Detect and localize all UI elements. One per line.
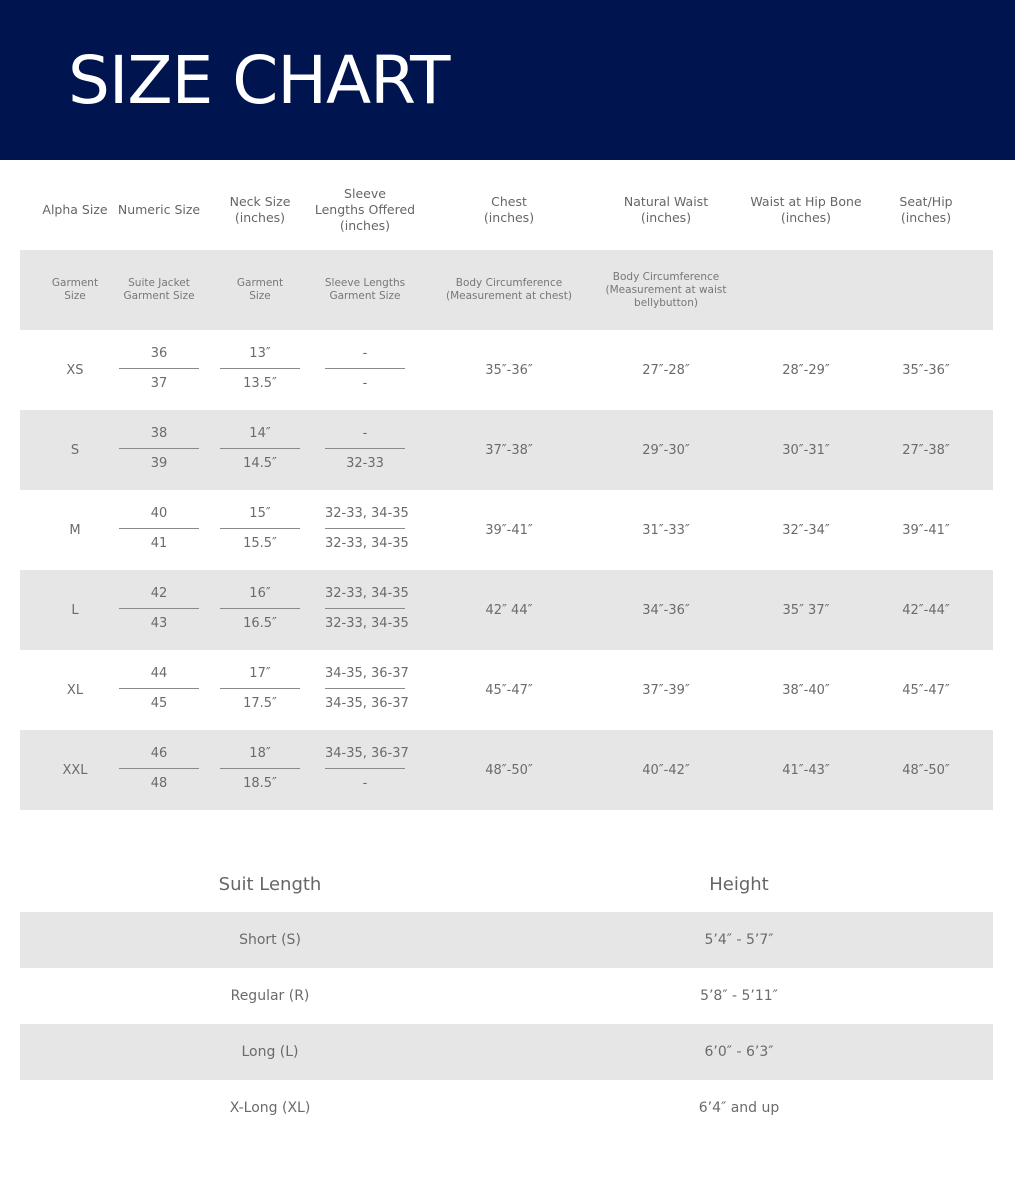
cell-chest: 45″-47″ [485, 682, 533, 698]
length-cell-height: 5’8″ - 5’11″ [700, 988, 778, 1004]
cell-value-bottom: 18.5″ [243, 776, 277, 791]
cell-seat-hip: 45″-47″ [902, 682, 950, 698]
cell-value-top: - [362, 346, 368, 361]
stacked-cell-neck-size [220, 410, 300, 490]
column-subheader-alpha-size: Garment Size [51, 277, 99, 302]
cell-divider [119, 528, 199, 529]
cell-value-top: 13″ [249, 346, 271, 361]
cell-value-bottom: 15.5″ [243, 536, 277, 551]
cell-divider [220, 528, 300, 529]
stacked-cell-neck-size [220, 570, 300, 650]
stacked-cell-sleeve-lengths [325, 410, 405, 490]
cell-value-top: 42 [150, 586, 168, 601]
column-header-natural-waist: Natural Waist (inches) [623, 194, 709, 225]
stacked-cell-sleeve-lengths [325, 490, 409, 570]
stacked-cell-sleeve-lengths [325, 650, 409, 730]
cell-divider [119, 448, 199, 449]
stacked-cell-sleeve-lengths [325, 330, 405, 410]
cell-value-top: 34-35, 36-37 [325, 746, 409, 761]
cell-value-bottom: 16.5″ [243, 616, 277, 631]
cell-waist-hip-bone: 41″-43″ [782, 762, 830, 778]
cell-natural-waist: 31″-33″ [642, 522, 690, 538]
cell-divider [119, 688, 199, 689]
stacked-cell-neck-size [220, 330, 300, 410]
cell-value-bottom: 17.5″ [243, 696, 277, 711]
cell-value-top: - [362, 426, 368, 441]
cell-chest: 42″ 44″ [485, 602, 533, 618]
cell-value-top: 40 [150, 506, 168, 521]
column-subheader-natural-waist: Body Circumference (Measurement at waist bellybutton) [605, 270, 727, 309]
length-header-suit-length: Suit Length [218, 873, 322, 895]
stacked-cell-numeric-size [119, 570, 199, 650]
page-title: SIZE CHART [68, 42, 450, 119]
length-cell-suit-length: Regular (R) [230, 988, 310, 1004]
cell-divider [119, 768, 199, 769]
length-cell-suit-length: Short (S) [239, 932, 301, 948]
stacked-cell-numeric-size [119, 410, 199, 490]
cell-alpha-size: XS [66, 362, 84, 378]
cell-alpha-size: L [71, 602, 79, 618]
cell-seat-hip: 27″-38″ [902, 442, 950, 458]
column-header-alpha-size: Alpha Size [42, 202, 108, 217]
cell-value-bottom: 48 [150, 776, 168, 791]
column-header-numeric-size: Numeric Size [117, 202, 201, 217]
cell-alpha-size: XXL [62, 762, 88, 778]
cell-value-top: 15″ [249, 506, 271, 521]
cell-alpha-size: XL [66, 682, 84, 698]
cell-divider [325, 608, 405, 609]
cell-value-bottom: - [362, 776, 368, 791]
cell-value-bottom: 45 [150, 696, 168, 711]
column-header-waist-hip-bone: Waist at Hip Bone (inches) [750, 194, 862, 225]
cell-value-bottom: 34-35, 36-37 [325, 696, 409, 711]
column-subheader-chest: Body Circumference (Measurement at chest) [446, 277, 572, 302]
stacked-cell-neck-size [220, 490, 300, 570]
stacked-cell-numeric-size [119, 650, 199, 730]
column-subheader-sleeve-lengths: Sleeve Lengths Garment Size [324, 277, 406, 302]
cell-value-top: 32-33, 34-35 [325, 586, 409, 601]
cell-seat-hip: 48″-50″ [902, 762, 950, 778]
cell-value-top: 36 [150, 346, 168, 361]
stacked-cell-neck-size [220, 730, 300, 810]
table-row [0, 490, 1015, 570]
cell-value-top: 18″ [249, 746, 271, 761]
cell-waist-hip-bone: 32″-34″ [782, 522, 830, 538]
column-header-chest: Chest (inches) [483, 194, 535, 225]
cell-divider [325, 368, 405, 369]
cell-divider [325, 768, 405, 769]
cell-waist-hip-bone: 38″-40″ [782, 682, 830, 698]
table-row [0, 730, 1015, 810]
cell-seat-hip: 39″-41″ [902, 522, 950, 538]
stacked-cell-numeric-size [119, 330, 199, 410]
cell-chest: 35″-36″ [485, 362, 533, 378]
cell-value-top: 17″ [249, 666, 271, 681]
table-row [0, 650, 1015, 730]
cell-value-bottom: 14.5″ [243, 456, 277, 471]
cell-value-bottom: 41 [150, 536, 168, 551]
cell-value-bottom: - [362, 376, 368, 391]
cell-divider [220, 368, 300, 369]
cell-chest: 48″-50″ [485, 762, 533, 778]
length-header-height: Height [709, 873, 769, 895]
stacked-cell-numeric-size [119, 490, 199, 570]
table-row [0, 330, 1015, 410]
cell-alpha-size: S [70, 442, 80, 458]
cell-value-top: 46 [150, 746, 168, 761]
cell-value-top: 34-35, 36-37 [325, 666, 409, 681]
header-banner [0, 0, 1015, 160]
cell-alpha-size: M [69, 522, 81, 538]
cell-natural-waist: 34″-36″ [642, 602, 690, 618]
cell-seat-hip: 42″-44″ [902, 602, 950, 618]
cell-value-top: 38 [150, 426, 168, 441]
cell-divider [119, 368, 199, 369]
column-header-seat-hip: Seat/Hip (inches) [899, 194, 953, 225]
cell-seat-hip: 35″-36″ [902, 362, 950, 378]
length-cell-height: 6’4″ and up [698, 1100, 780, 1116]
stacked-cell-neck-size [220, 650, 300, 730]
cell-value-top: 14″ [249, 426, 271, 441]
cell-value-bottom: 13.5″ [243, 376, 277, 391]
stacked-cell-numeric-size [119, 730, 199, 810]
cell-value-bottom: 32-33, 34-35 [325, 536, 409, 551]
cell-natural-waist: 40″-42″ [642, 762, 690, 778]
cell-value-top: 16″ [249, 586, 271, 601]
cell-value-top: 32-33, 34-35 [325, 506, 409, 521]
cell-divider [119, 608, 199, 609]
cell-natural-waist: 29″-30″ [642, 442, 690, 458]
cell-value-top: 44 [150, 666, 168, 681]
length-cell-height: 5’4″ - 5’7″ [704, 932, 774, 948]
cell-waist-hip-bone: 30″-31″ [782, 442, 830, 458]
table-row [0, 410, 1015, 490]
table-row [0, 570, 1015, 650]
cell-chest: 37″-38″ [485, 442, 533, 458]
cell-divider [325, 528, 405, 529]
column-subheader-numeric-size: Suite Jacket Garment Size [123, 277, 195, 302]
cell-value-bottom: 32-33, 34-35 [325, 616, 409, 631]
column-header-neck-size: Neck Size (inches) [229, 194, 291, 225]
cell-divider [220, 448, 300, 449]
length-cell-height: 6’0″ - 6’3″ [704, 1044, 774, 1060]
stacked-cell-sleeve-lengths [325, 570, 409, 650]
cell-value-bottom: 32-33 [346, 456, 384, 471]
cell-divider [220, 688, 300, 689]
length-cell-suit-length: Long (L) [241, 1044, 299, 1060]
cell-waist-hip-bone: 35″ 37″ [782, 602, 830, 618]
cell-divider [220, 608, 300, 609]
cell-chest: 39″-41″ [485, 522, 533, 538]
length-cell-suit-length: X-Long (XL) [229, 1100, 311, 1116]
cell-value-bottom: 37 [150, 376, 168, 391]
cell-divider [325, 448, 405, 449]
column-header-sleeve-lengths: Sleeve Lengths Offered (inches) [314, 186, 416, 233]
cell-natural-waist: 37″-39″ [642, 682, 690, 698]
cell-divider [220, 768, 300, 769]
cell-value-bottom: 39 [150, 456, 168, 471]
column-subheader-neck-size: Garment Size [236, 277, 284, 302]
stacked-cell-sleeve-lengths [325, 730, 409, 810]
cell-value-bottom: 43 [150, 616, 168, 631]
cell-waist-hip-bone: 28″-29″ [782, 362, 830, 378]
cell-natural-waist: 27″-28″ [642, 362, 690, 378]
cell-divider [325, 688, 405, 689]
